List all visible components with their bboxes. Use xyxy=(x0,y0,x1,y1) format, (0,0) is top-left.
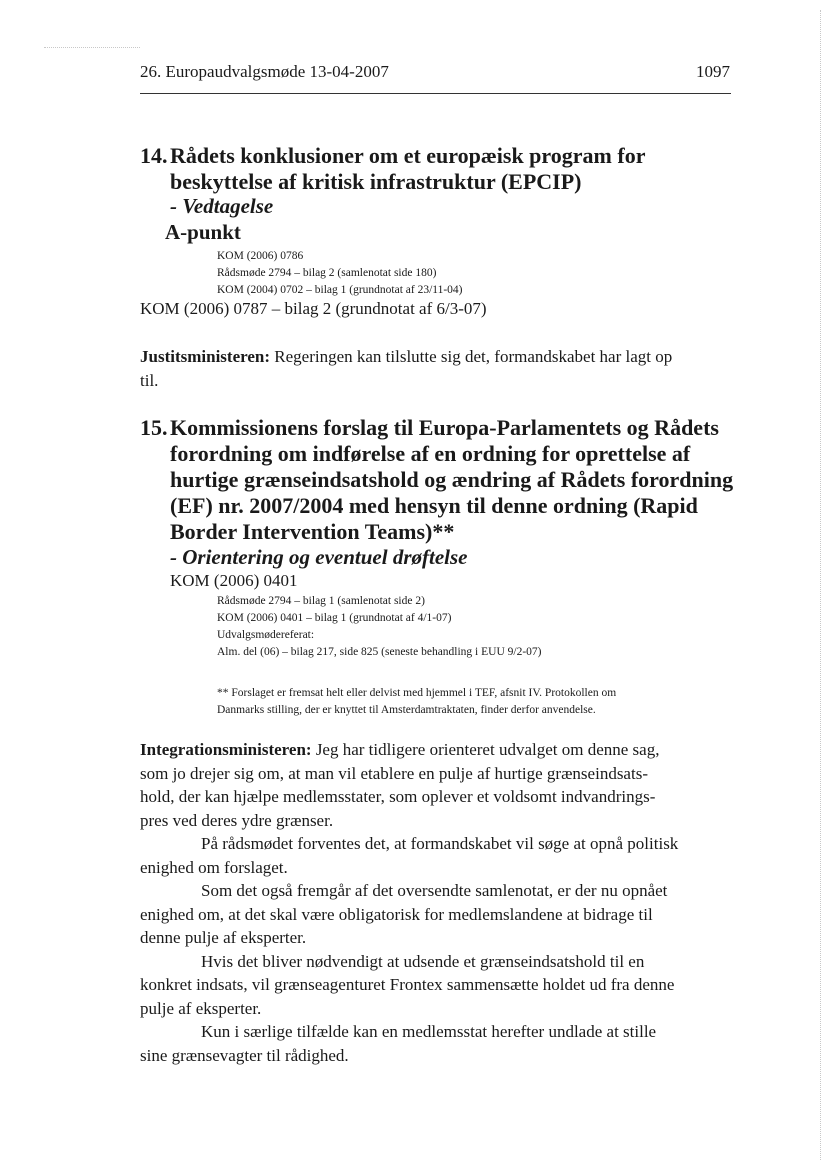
ref-line: KOM (2006) 0401 – bilag 1 (grundnotat af 4/1-07) xyxy=(217,612,452,624)
item-14-heading xyxy=(140,143,740,195)
speaker-integration-minister: Integrationsministeren: xyxy=(140,740,312,759)
item-14-heading-line: beskyttelse af kritisk infrastruktur (EPCIP) xyxy=(170,169,582,194)
item-14-statement: Justitsministeren: Regeringen kan tilslutte sig det, formandskabet har lagt op til. xyxy=(140,347,673,390)
item-15-number: 15. xyxy=(140,415,168,440)
item-14-refs xyxy=(217,248,463,299)
item-14-heading-line: Rådets konklusioner om et europæisk program for xyxy=(170,143,646,168)
ref-line: KOM (2004) 0702 – bilag 1 (grundnotat af 23/11-04) xyxy=(217,284,463,296)
item-14-number: 14. xyxy=(140,143,168,168)
item-15-heading-line: Border Intervention Teams)** xyxy=(170,519,455,544)
scan-artifact-dots xyxy=(44,47,140,48)
header-rule xyxy=(140,93,731,94)
item-14-subtitle: - Vedtagelse xyxy=(170,194,274,218)
page-header xyxy=(140,62,730,82)
item-15-heading-line: Kommissionens forslag til Europa-Parlamentets og Rådets xyxy=(170,415,719,440)
page-number: 1097 xyxy=(696,62,730,81)
ref-line: Alm. del (06) – bilag 217, side 825 (seneste behandling i EUU 9/2-07) xyxy=(217,646,542,658)
ref-line: Rådsmøde 2794 – bilag 1 (samlenotat side 2) xyxy=(217,595,425,607)
scan-edge-marks xyxy=(820,10,821,1160)
item-15-subtitle: - Orientering og eventuel drøftelse xyxy=(170,545,468,569)
ref-line: KOM (2006) 0786 xyxy=(217,250,304,262)
speaker-justice-minister: Justitsministeren: xyxy=(140,347,271,366)
item-15-refs xyxy=(217,593,542,661)
item-15-heading-line: (EF) nr. 2007/2004 med hensyn til denne ordning (Rapid xyxy=(170,493,698,518)
item-14-label: A-punkt xyxy=(165,220,241,244)
item-15-main-ref: KOM (2006) 0401 xyxy=(170,571,298,590)
item-15-statement: Integrationsministeren: Jeg har tidligere orienteret udvalget om denne sag, som jo drejer sig om, at man vil etablere en pulje af hurtige grænseindsats- hold, der kan hjælpe medlemsstater, som oplever et voldsomt indvandrings- pres ved deres ydre grænser. På rådsmødet forventes det, at formandskabet vil søge at opnå politisk enighed om forslaget. Som det også fremgår af det oversendte samlenotat, er der nu opnået enighed om, at det skal være obligatorisk for medlemslandene at bidrage til denne pulje af eksperter. Hvis det bliver nødvendigt at udsende et grænseindsatshold til en konkret indsats, vil grænseagenturet Frontex sammensætte holdet ud fra denne pulje af eksperter. Kun i særlige tilfælde kan en medlemsstat herefter undlade at stille sine grænsevagter til rådighed. xyxy=(140,740,679,1065)
item-14-main-ref: KOM (2006) 0787 – bilag 2 (grundnotat af 6/3-07) xyxy=(140,299,487,318)
ref-line: Rådsmøde 2794 – bilag 2 (samlenotat side 180) xyxy=(217,267,437,279)
ref-line: Udvalgsmødereferat: xyxy=(217,629,315,641)
item-15-heading-line: forordning om indførelse af en ordning for oprettelse af xyxy=(170,441,691,466)
item-15-heading xyxy=(140,415,740,545)
header-title: 26. Europaudvalgsmøde 13-04-2007 xyxy=(140,62,389,81)
item-15-heading-line: hurtige grænseindsatshold og ændring af Rådets forordning xyxy=(170,467,734,492)
item-15-footnote: ** Forslaget er fremsat helt eller delvist med hjemmel i TEF, afsnit IV. Protokollen om Danmarks stilling, der er knyttet til Amsterdamtraktaten, finder derfor anvendelse. xyxy=(217,687,617,716)
